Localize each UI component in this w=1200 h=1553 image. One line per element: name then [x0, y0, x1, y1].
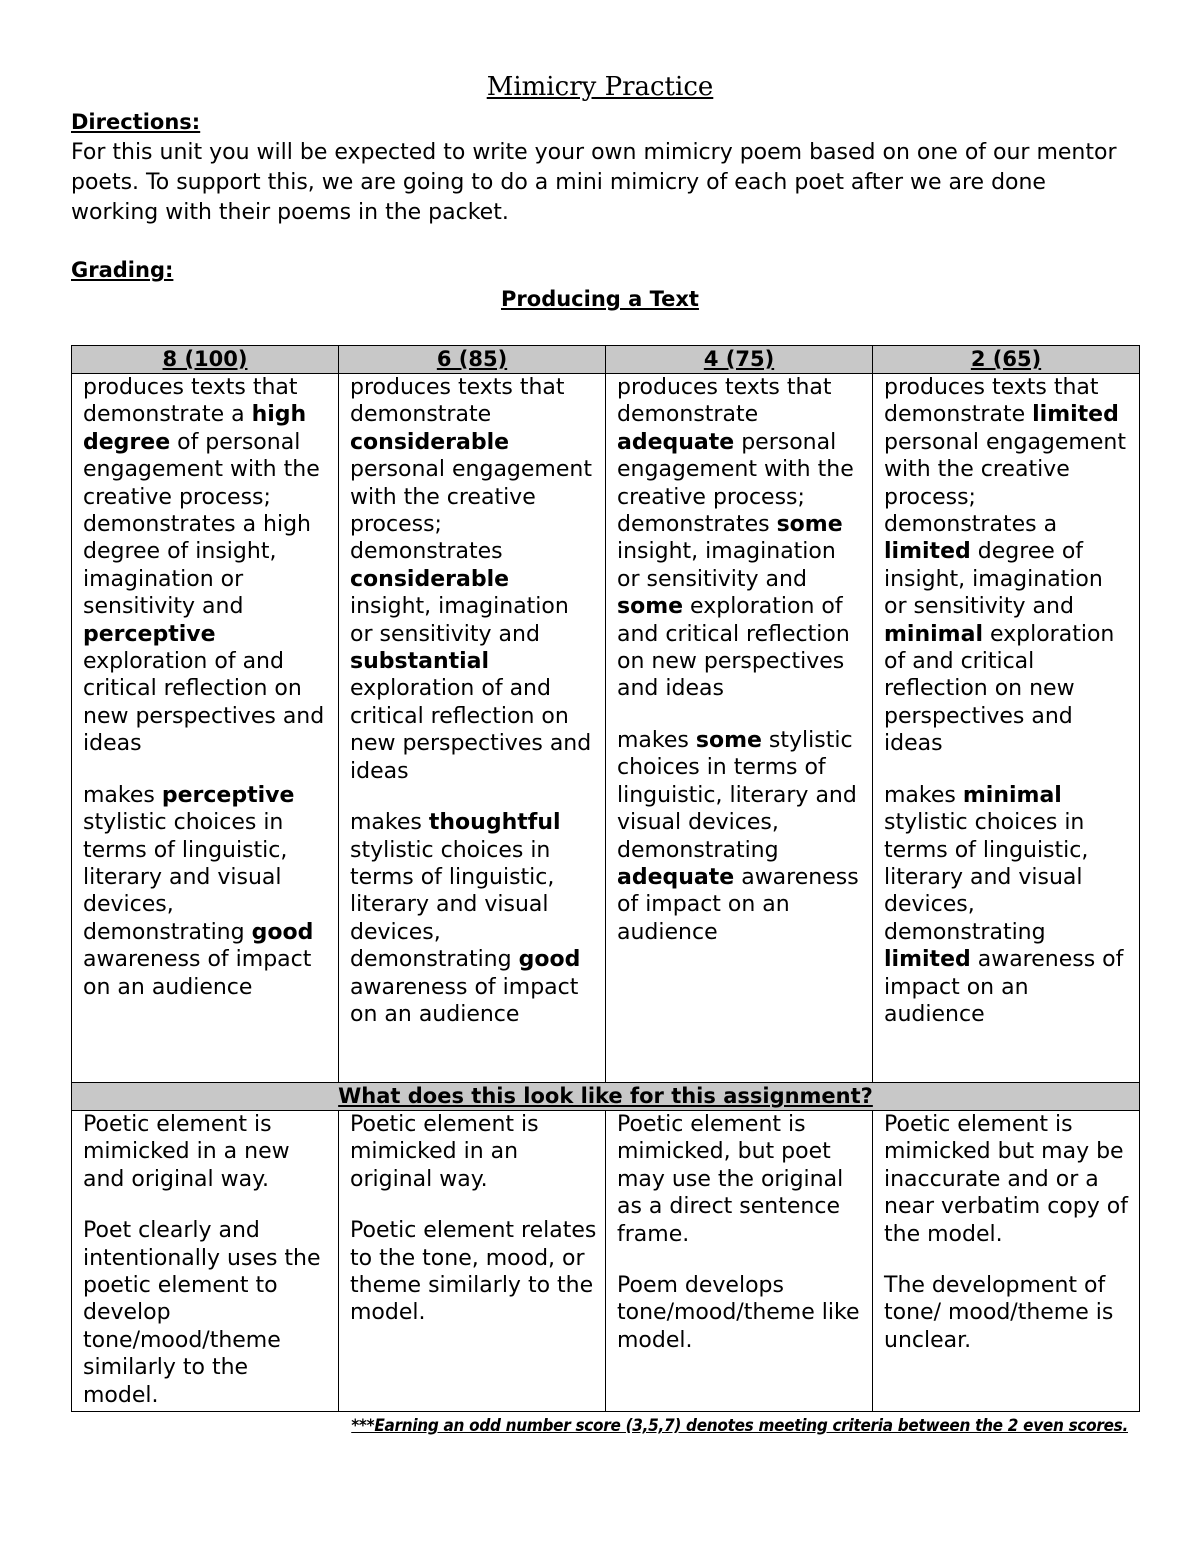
- criteria-fragment: stylistic choices in terms of linguistic, literary and visual devices, demonstrating: [884, 810, 1089, 945]
- grading-label: Grading:: [71, 258, 174, 282]
- page-title: Mimicry Practice: [486, 72, 714, 102]
- emphasis-text: perceptive: [83, 621, 216, 647]
- emphasis-text: limited: [1032, 402, 1119, 428]
- criteria-fragment: stylistic choices in terms of linguistic, literary and visual devices, demonstrating: [83, 810, 288, 945]
- criteria-fragment: awareness of impact on an audience: [350, 974, 579, 1027]
- emphasis-text: some: [695, 727, 762, 753]
- criteria-fragment: exploration of and critical reflection on new perspectives and ideas: [83, 649, 325, 757]
- criteria-fragment: stylistic choices in terms of linguistic, literary and visual devices, demonstrating: [617, 727, 857, 863]
- score-header: 2 (65): [873, 346, 1140, 374]
- assignment-cell: [72, 1111, 339, 1412]
- directions-text: For this unit you will be expected to write your own mimicry poem based on one of our mentor poets. To support this, we are going to do a mini mimicry of each poet after we are done working with their poems in the packet.: [71, 140, 1117, 225]
- criteria-text: [617, 727, 864, 946]
- emphasis-text: high degree: [83, 402, 307, 455]
- score-header: 4 (75): [606, 346, 873, 374]
- emphasis-text: limited: [884, 947, 971, 973]
- rubric-table: [71, 345, 1140, 1412]
- criteria-text: [83, 374, 330, 758]
- assignment-cell: [873, 1111, 1140, 1412]
- criteria-fragment: makes: [83, 782, 162, 808]
- criteria-cell: [339, 374, 606, 1083]
- assignment-text: The development of tone/ mood/theme is unclear.: [884, 1273, 1114, 1353]
- emphasis-text: considerable: [350, 429, 510, 455]
- score-header: 6 (85): [339, 346, 606, 374]
- criteria-text: [884, 782, 1131, 1029]
- criteria-text: [617, 374, 864, 703]
- emphasis-text: minimal: [884, 621, 983, 647]
- assignment-text: Poet clearly and intentionally uses the poetic element to develop tone/mood/theme similarly to the model.: [83, 1218, 321, 1408]
- assignment-header: What does this look like for this assignment?: [72, 1083, 1140, 1111]
- emphasis-text: limited: [884, 539, 971, 565]
- assignment-header-row: [72, 1083, 1140, 1111]
- emphasis-text: some: [776, 512, 843, 538]
- assignment-text: Poetic element is mimicked in a new and original way.: [83, 1112, 290, 1192]
- criteria-fragment: personal engagement with the creative process; demonstrates a: [884, 429, 1126, 538]
- criteria-fragment: exploration of and critical reflection on new perspectives and ideas: [617, 594, 850, 702]
- criteria-fragment: awareness of impact on an audience: [617, 864, 859, 945]
- criteria-cell: [72, 374, 339, 1083]
- criteria-text: [83, 782, 330, 1001]
- footnote: ***Earning an odd number score (3,5,7) denotes meeting criteria between the 2 even scores.: [351, 1416, 1128, 1436]
- emphasis-text: minimal: [962, 782, 1062, 808]
- emphasis-text: adequate: [617, 864, 735, 890]
- rubric-header-row: [72, 346, 1140, 374]
- criteria-text: [350, 374, 597, 785]
- criteria-fragment: awareness of impact on an audience: [884, 947, 1124, 1027]
- criteria-fragment: insight, imagination or sensitivity and: [617, 539, 836, 592]
- criteria-text: [350, 809, 597, 1028]
- emphasis-text: some: [617, 594, 684, 620]
- directions-label: Directions:: [71, 110, 201, 134]
- assignment-cell: [339, 1111, 606, 1412]
- emphasis-text: considerable: [350, 566, 510, 592]
- assignment-text: Poetic element relates to the tone, mood, or theme similarly to the model.: [350, 1218, 597, 1326]
- criteria-fragment: personal engagement with the creative process; demonstrates: [617, 429, 854, 538]
- assignment-text: Poetic element is mimicked in an original way.: [350, 1112, 539, 1192]
- score-header: 8 (100): [72, 346, 339, 374]
- criteria-fragment: makes: [884, 782, 963, 808]
- assignment-text: Poem develops tone/mood/theme like model.: [617, 1273, 860, 1353]
- section-title: Producing a Text: [501, 287, 699, 311]
- criteria-fragment: exploration of and critical reflection on new perspectives and ideas: [350, 676, 592, 784]
- criteria-fragment: degree of insight, imagination or sensitivity and: [884, 539, 1103, 620]
- emphasis-text: adequate: [617, 429, 735, 455]
- assignment-row: [72, 1111, 1140, 1412]
- criteria-fragment: stylistic choices in terms of linguistic, literary and visual devices, demonstrating: [350, 837, 555, 973]
- emphasis-text: substantial: [350, 649, 490, 675]
- emphasis-text: good: [518, 947, 581, 973]
- criteria-fragment: produces texts that demonstrate: [350, 375, 565, 428]
- criteria-row: [72, 374, 1140, 1083]
- assignment-text: Poetic element is mimicked but may be inaccurate and or a near verbatim copy of the model.: [884, 1112, 1128, 1247]
- emphasis-text: good: [251, 919, 314, 945]
- criteria-text: [884, 374, 1131, 758]
- criteria-fragment: awareness of impact on an audience: [83, 947, 312, 1000]
- assignment-cell: [606, 1111, 873, 1412]
- criteria-fragment: makes: [617, 727, 696, 753]
- emphasis-text: thoughtful: [428, 810, 561, 836]
- criteria-fragment: personal engagement with the creative process; demonstrates: [350, 457, 592, 565]
- criteria-fragment: produces texts that demonstrate a: [83, 375, 298, 428]
- criteria-cell: [606, 374, 873, 1083]
- criteria-fragment: produces texts that demonstrate: [884, 375, 1099, 428]
- criteria-cell: [873, 374, 1140, 1083]
- criteria-fragment: insight, imagination or sensitivity and: [350, 594, 569, 647]
- emphasis-text: perceptive: [161, 782, 295, 808]
- criteria-fragment: exploration of and critical reflection on new perspectives and ideas: [884, 621, 1115, 757]
- criteria-fragment: makes: [350, 810, 429, 836]
- assignment-text: Poetic element is mimicked, but poet may use the original as a direct sentence frame.: [617, 1112, 844, 1247]
- criteria-fragment: produces texts that demonstrate: [617, 375, 832, 428]
- criteria-fragment: of personal engagement with the creative process; demonstrates a high degree of insight, imagination or sensitivity and: [83, 429, 320, 620]
